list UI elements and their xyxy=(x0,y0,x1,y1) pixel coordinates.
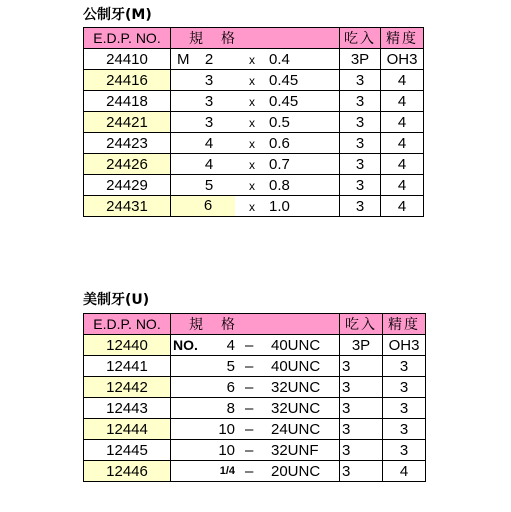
header-spec xyxy=(171,314,340,335)
spec-size: 4 xyxy=(226,337,235,354)
accuracy-cell: 3 xyxy=(383,398,426,419)
accuracy-cell: 4 xyxy=(381,91,424,112)
table-row xyxy=(84,175,424,196)
accuracy-cell: 4 xyxy=(381,70,424,91)
bite-cell: 3 xyxy=(340,133,381,154)
table-row xyxy=(84,91,424,112)
spec-times: x xyxy=(249,53,255,67)
header-accuracy xyxy=(381,28,424,49)
accuracy-cell: 3 xyxy=(383,377,426,398)
header-edp: E.D.P. NO. xyxy=(84,28,171,49)
header-accuracy xyxy=(383,314,426,335)
edp-cell: 12445 xyxy=(84,440,171,461)
spec-size: 5 xyxy=(204,177,214,194)
spec-cell xyxy=(171,112,340,133)
accuracy-cell: 4 xyxy=(381,112,424,133)
spec-cell xyxy=(171,196,340,217)
edp-cell: 24421 xyxy=(84,112,171,133)
edp-cell: 24410 xyxy=(84,49,171,70)
spec-pitch: 0.5 xyxy=(269,114,290,131)
spec-dash: – xyxy=(245,421,254,438)
bite-cell: 3 xyxy=(340,377,383,398)
spec-times: x xyxy=(249,116,255,130)
metric-section-title: 公制牙(M) xyxy=(83,7,152,23)
accuracy-cell: 4 xyxy=(383,461,426,482)
bite-cell: 3 xyxy=(340,440,383,461)
spec-cell xyxy=(171,133,340,154)
spec-cell xyxy=(171,91,340,112)
table-row xyxy=(84,377,426,398)
spec-size: 10 xyxy=(218,421,235,438)
accuracy-cell: 3 xyxy=(383,356,426,377)
spec-dash: – xyxy=(245,358,254,375)
bite-cell: 3 xyxy=(340,154,381,175)
spec-dash: – xyxy=(245,337,254,354)
header-edp: E.D.P. NO. xyxy=(84,314,171,335)
header-spec-label: 規格 xyxy=(189,30,253,46)
edp-cell: 24426 xyxy=(84,154,171,175)
edp-cell: 24423 xyxy=(84,133,171,154)
spec-pitch: 1.0 xyxy=(269,198,290,215)
table-row xyxy=(84,419,426,440)
accuracy-cell: 4 xyxy=(381,154,424,175)
spec-thread: 20UNC xyxy=(271,463,321,480)
spec-prefix: NO. xyxy=(173,337,198,353)
edp-cell: 12440 xyxy=(84,335,171,356)
spec-cell xyxy=(171,398,340,419)
table-row xyxy=(84,70,424,91)
spec-cell xyxy=(171,154,340,175)
spec-prefix: M xyxy=(177,51,190,68)
spec-size: 2 xyxy=(204,51,214,68)
spec-times: x xyxy=(249,200,255,214)
edp-cell: 24429 xyxy=(84,175,171,196)
header-accuracy-label: 精度 xyxy=(388,316,420,332)
bite-cell: 3 xyxy=(340,419,383,440)
spec-times: x xyxy=(249,179,255,193)
spec-cell xyxy=(171,440,340,461)
table-row xyxy=(84,112,424,133)
metric-thread-table xyxy=(83,27,424,217)
spec-cell xyxy=(171,419,340,440)
header-spec xyxy=(171,28,340,49)
accuracy-cell: 4 xyxy=(381,175,424,196)
spec-thread: 24UNC xyxy=(271,421,321,438)
spec-size: 10 xyxy=(218,442,235,459)
unified-thread-table xyxy=(83,313,426,482)
table-row xyxy=(84,196,424,217)
spec-size: 6 xyxy=(203,197,213,214)
spec-size: 1/4 xyxy=(219,465,235,477)
spec-dash: – xyxy=(245,463,254,480)
spec-thread: 32UNC xyxy=(271,379,321,396)
edp-cell: 12443 xyxy=(84,398,171,419)
spec-pitch: 0.4 xyxy=(269,51,290,68)
spec-cell xyxy=(171,49,340,70)
spec-times: x xyxy=(249,137,255,151)
spec-times: x xyxy=(249,158,255,172)
bite-cell: 3 xyxy=(340,91,381,112)
edp-cell: 24416 xyxy=(84,70,171,91)
bite-cell: 3P xyxy=(340,335,383,356)
table-row xyxy=(84,461,426,482)
header-bite-label: 吃入 xyxy=(345,316,377,332)
spec-pitch: 0.45 xyxy=(269,93,299,110)
table-row xyxy=(84,335,426,356)
spec-thread: 32UNC xyxy=(271,400,321,417)
accuracy-cell: 4 xyxy=(381,196,424,217)
spec-pitch: 0.45 xyxy=(269,72,299,89)
bite-cell: 3 xyxy=(340,196,381,217)
accuracy-cell: 3 xyxy=(383,419,426,440)
spec-size: 4 xyxy=(204,156,214,173)
spec-thread: 40UNC xyxy=(271,337,321,354)
spec-dash: – xyxy=(245,442,254,459)
table-row xyxy=(84,356,426,377)
spec-dash: – xyxy=(245,379,254,396)
unified-section-title: 美制牙(U) xyxy=(83,292,150,308)
bite-cell: 3P xyxy=(340,49,381,70)
table-row xyxy=(84,154,424,175)
spec-size: 3 xyxy=(204,72,214,89)
spec-cell xyxy=(171,175,340,196)
spec-pitch: 0.6 xyxy=(269,135,290,152)
header-bite-label: 吃入 xyxy=(344,30,376,46)
accuracy-cell: 4 xyxy=(381,133,424,154)
table-row xyxy=(84,398,426,419)
table-row xyxy=(84,49,424,70)
spec-dash: – xyxy=(245,400,254,417)
spec-size: 6 xyxy=(226,379,235,396)
edp-cell: 12441 xyxy=(84,356,171,377)
header-bite xyxy=(340,314,383,335)
edp-cell: 12446 xyxy=(84,461,171,482)
spec-size: 8 xyxy=(226,400,235,417)
bite-cell: 3 xyxy=(340,175,381,196)
spec-thread: 40UNC xyxy=(271,358,321,375)
edp-cell: 12444 xyxy=(84,419,171,440)
spec-size-highlight xyxy=(171,196,235,216)
accuracy-cell: OH3 xyxy=(383,335,426,356)
spec-cell xyxy=(171,335,340,356)
spec-pitch: 0.7 xyxy=(269,156,290,173)
spec-size: 3 xyxy=(204,114,214,131)
accuracy-cell: 3 xyxy=(383,440,426,461)
table-row xyxy=(84,133,424,154)
bite-cell: 3 xyxy=(340,112,381,133)
spec-thread: 32UNF xyxy=(271,442,319,459)
accuracy-cell: OH3 xyxy=(381,49,424,70)
edp-cell: 24431 xyxy=(84,196,171,217)
header-spec-label: 規格 xyxy=(189,316,253,332)
bite-cell: 3 xyxy=(340,356,383,377)
bite-cell: 3 xyxy=(340,461,383,482)
spec-cell xyxy=(171,461,340,482)
spec-times: x xyxy=(249,95,255,109)
spec-cell xyxy=(171,377,340,398)
spec-size: 5 xyxy=(226,358,235,375)
header-row xyxy=(84,28,424,49)
bite-cell: 3 xyxy=(340,398,383,419)
header-row xyxy=(84,314,426,335)
edp-cell: 24418 xyxy=(84,91,171,112)
edp-cell: 12442 xyxy=(84,377,171,398)
spec-cell xyxy=(171,70,340,91)
header-bite xyxy=(340,28,381,49)
spec-size: 3 xyxy=(204,93,214,110)
spec-size: 4 xyxy=(204,135,214,152)
header-accuracy-label: 精度 xyxy=(386,30,418,46)
bite-cell: 3 xyxy=(340,70,381,91)
table-row xyxy=(84,440,426,461)
spec-cell xyxy=(171,356,340,377)
spec-times: x xyxy=(249,74,255,88)
spec-pitch: 0.8 xyxy=(269,177,290,194)
